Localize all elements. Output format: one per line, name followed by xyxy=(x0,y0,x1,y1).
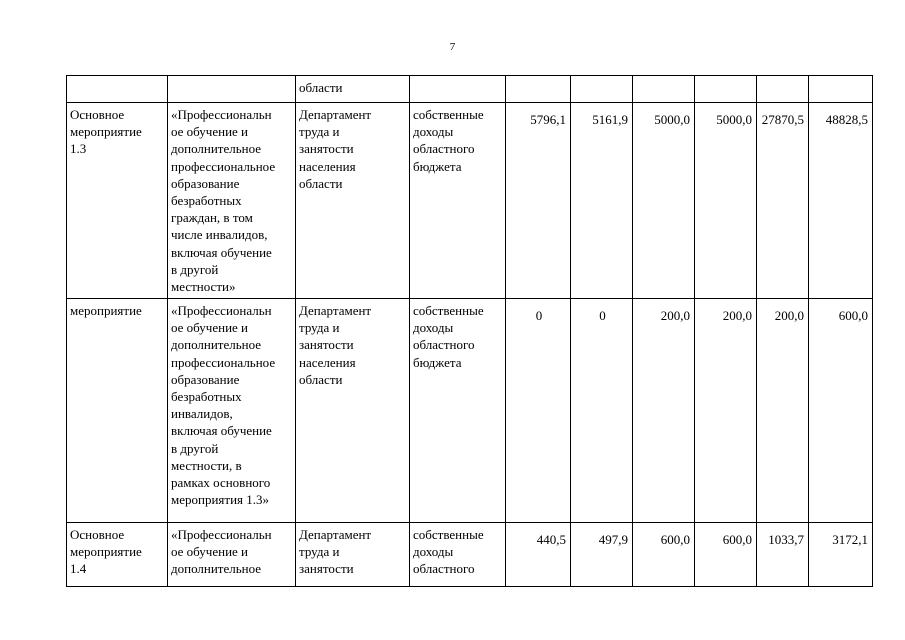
name-text: «Профессиональн ое обучение и дополнительное профессиональное образование безработных граждан, в том числе инвалидов, включая обучение в другой местности» xyxy=(171,107,276,295)
department-cell xyxy=(296,299,410,523)
value-cell xyxy=(633,523,695,587)
name-cell xyxy=(168,299,296,523)
event-cell xyxy=(67,523,168,587)
value-text: 600,0 xyxy=(722,532,752,547)
value-cell xyxy=(506,76,571,103)
value-cell xyxy=(571,523,633,587)
event-text: мероприятие xyxy=(70,303,142,318)
department-text: Департамент труда и занятости населения области xyxy=(299,107,372,191)
table-row xyxy=(67,299,873,523)
value-text: 48828,5 xyxy=(825,112,868,127)
name-cell xyxy=(168,76,296,103)
event-text: Основное мероприятие 1.3 xyxy=(70,107,142,157)
event-cell xyxy=(67,299,168,523)
value-text: 0 xyxy=(599,308,606,323)
value-text: 600,0 xyxy=(838,308,868,323)
source-cell xyxy=(410,103,506,299)
value-text: 0 xyxy=(535,308,543,323)
source-cell xyxy=(410,299,506,523)
name-cell xyxy=(168,523,296,587)
value-text: 5000,0 xyxy=(716,112,752,127)
value-text: 200,0 xyxy=(660,308,690,323)
value-text: 440,5 xyxy=(536,532,566,547)
value-cell xyxy=(633,76,695,103)
value-text: 497,9 xyxy=(598,532,628,547)
value-cell xyxy=(633,103,695,299)
value-cell xyxy=(571,299,633,523)
page-number: 7 xyxy=(449,41,456,53)
source-cell xyxy=(410,523,506,587)
value-text: 200,0 xyxy=(722,308,752,323)
value-cell xyxy=(809,76,873,103)
value-text: 3172,1 xyxy=(832,532,868,547)
value-cell xyxy=(506,523,571,587)
value-text: 5000,0 xyxy=(654,112,690,127)
value-cell xyxy=(633,299,695,523)
value-cell xyxy=(695,523,757,587)
value-cell xyxy=(809,523,873,587)
department-text: Департамент труда и занятости xyxy=(299,527,372,577)
value-text: 1033,7 xyxy=(768,532,804,547)
table-row xyxy=(67,523,873,587)
value-cell xyxy=(695,299,757,523)
value-cell xyxy=(506,103,571,299)
value-cell xyxy=(757,299,809,523)
value-cell xyxy=(757,523,809,587)
department-cell xyxy=(296,523,410,587)
value-text: 5796,1 xyxy=(530,112,566,127)
department-cell xyxy=(296,76,410,103)
value-cell xyxy=(571,76,633,103)
budget-table xyxy=(66,75,873,587)
department-cell xyxy=(296,103,410,299)
value-cell xyxy=(809,299,873,523)
value-text: 600,0 xyxy=(660,532,690,547)
department-text: Департамент труда и занятости населения области xyxy=(299,303,372,387)
department-text: области xyxy=(299,80,343,95)
table-row xyxy=(67,76,873,103)
name-text: «Профессиональн ое обучение и дополнительное профессиональное образование безработных инвалидов, включая обучение в другой местности, в рамках основного мероприятия 1.3» xyxy=(171,303,276,508)
value-cell xyxy=(757,76,809,103)
event-cell xyxy=(67,76,168,103)
value-cell xyxy=(757,103,809,299)
value-cell xyxy=(571,103,633,299)
source-text: собственные доходы областного бюджета xyxy=(413,107,484,174)
event-text: Основное мероприятие 1.4 xyxy=(70,527,142,577)
source-cell xyxy=(410,76,506,103)
value-text: 200,0 xyxy=(774,308,804,323)
name-cell xyxy=(168,103,296,299)
value-text: 5161,9 xyxy=(592,112,628,127)
value-text: 27870,5 xyxy=(761,112,804,127)
value-cell xyxy=(695,76,757,103)
value-cell xyxy=(506,299,571,523)
event-cell xyxy=(67,103,168,299)
table-row xyxy=(67,103,873,299)
value-cell xyxy=(695,103,757,299)
source-text: собственные доходы областного бюджета xyxy=(413,303,484,370)
value-cell xyxy=(809,103,873,299)
name-text: «Профессиональн ое обучение и дополнительное xyxy=(171,527,272,577)
source-text: собственные доходы областного xyxy=(413,527,484,577)
